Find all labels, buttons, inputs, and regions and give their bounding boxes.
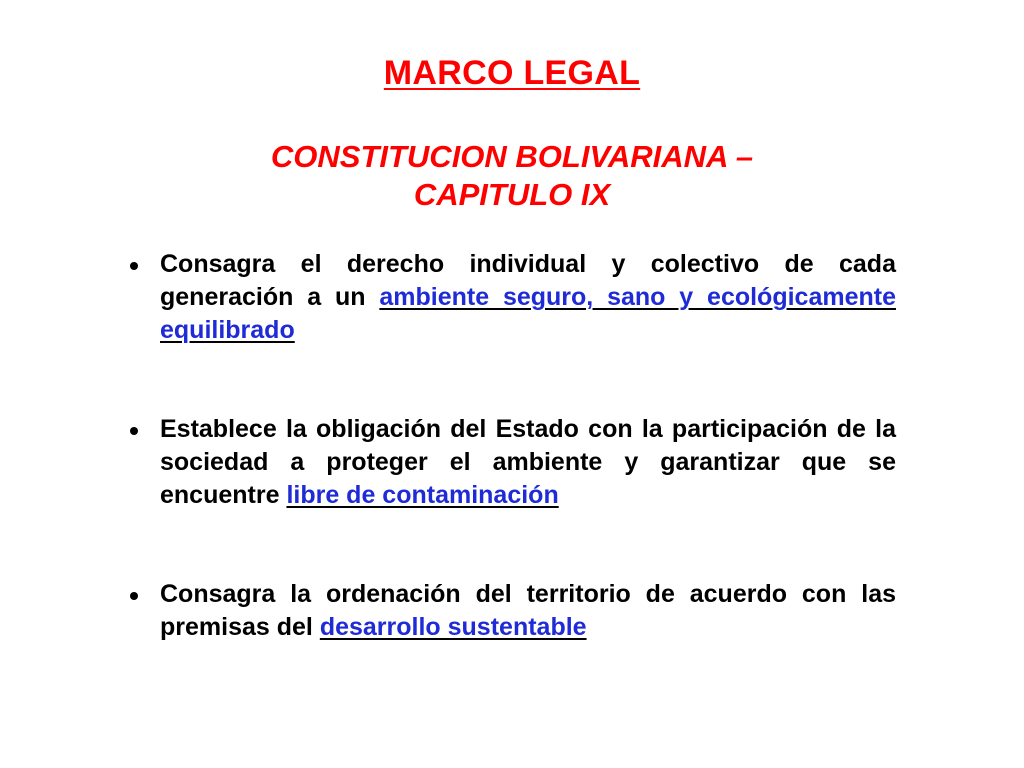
bullet-text: Consagra el derecho individual y colectivo de cada generación a un (160, 250, 896, 311)
link-desarrollo-sustentable[interactable]: desarrollo sustentable (319, 613, 587, 641)
bullet-list (128, 248, 896, 644)
bullet-dot-icon (130, 427, 138, 435)
slide-subtitle (0, 138, 1024, 214)
bullet-item-ordenacion-territorio (128, 578, 896, 644)
link-ambiente-seguro[interactable]: ambiente seguro, sano y ecológicamente equilibrado (160, 283, 896, 344)
bullet-dot-icon (130, 592, 138, 600)
bullet-item-derecho-ambiente (128, 248, 896, 347)
bullet-item-obligacion-estado (128, 413, 896, 512)
subtitle-line-2: CAPITULO IX (413, 177, 611, 212)
link-libre-contaminacion[interactable]: libre de contaminación (286, 481, 559, 509)
bullet-text: Establece la obligación del Estado con la participación de la sociedad a proteger el ambiente y garantizar que se encuentre (160, 415, 896, 509)
slide-title: MARCO LEGAL (383, 54, 641, 92)
subtitle-line-1: CONSTITUCION BOLIVARIANA – (270, 139, 754, 174)
bullet-text: Consagra la ordenación del territorio de acuerdo con las premisas del (160, 580, 896, 641)
bullet-dot-icon (130, 262, 138, 270)
